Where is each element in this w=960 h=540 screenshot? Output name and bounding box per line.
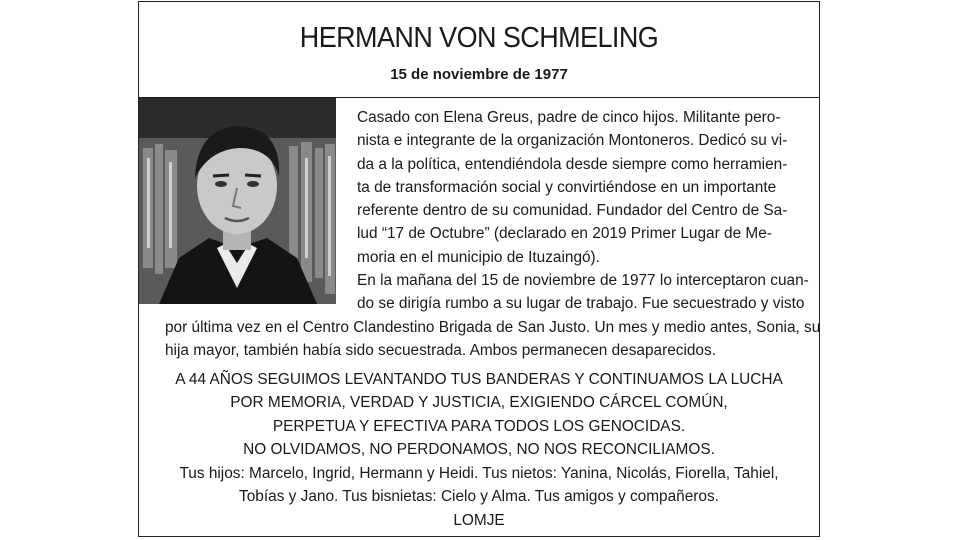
signoff-signature: LOMJE	[453, 511, 505, 529]
memorial-slogan	[139, 368, 819, 461]
bio-line: Casado con Elena Greus, padre de cinco hijos. Militante pero-	[357, 109, 781, 126]
bio-line: En la mañana del 15 de noviembre de 1977 lo interceptaron cuan-	[357, 272, 809, 290]
bio-line: lud “17 de Octubre” (declarado en 2019 Primer Lugar de Me-	[357, 225, 772, 243]
biography-continued	[165, 316, 821, 363]
signoff-line: Tus hijos: Marcelo, Ingrid, Hermann y Heidi. Tus nietos: Yanina, Nicolás, Fiorella, Tahiel,	[179, 465, 779, 482]
bio-line: hija mayor, también había sido secuestrada. Ambos permanecen desaparecidos.	[165, 342, 716, 360]
family-signoff	[139, 462, 819, 532]
signoff-line: Tobías y Jano. Tus bisnietas: Cielo y Alma. Tus amigos y compañeros.	[239, 488, 719, 506]
bio-line: por última vez en el Centro Clandestino Brigada de San Justo. Un mes y medio antes, Sonia, su	[165, 319, 821, 336]
notice-header	[139, 2, 819, 98]
disappearance-date: 15 de noviembre de 1977	[390, 66, 568, 83]
slogan-line: A 44 AÑOS SEGUIMOS LEVANTANDO TUS BANDERAS Y CONTINUAMOS LA LUCHA	[175, 371, 783, 388]
biography-text	[357, 106, 809, 316]
portrait-image	[139, 98, 336, 304]
person-name: HERMANN VON SCHMELING	[299, 22, 659, 54]
bio-line: nista e integrante de la organización Montoneros. Dedicó su vi-	[357, 132, 788, 150]
bio-line: da a la política, entendiéndola desde siempre como herramien-	[357, 155, 788, 173]
slogan-line: POR MEMORIA, VERDAD Y JUSTICIA, EXIGIENDO CÁRCEL COMÚN,	[230, 394, 728, 412]
slogan-line: PERPETUA Y EFECTIVA PARA TODOS LOS GENOCIDAS.	[272, 417, 686, 435]
portrait-photo	[139, 98, 336, 304]
slogan-line: NO OLVIDAMOS, NO PERDONAMOS, NO NOS RECONCILIAMOS.	[243, 440, 715, 458]
obituary-notice	[138, 1, 820, 537]
bio-line: ta de transformación social y convirtiéndose en un importante	[357, 178, 777, 196]
bio-line: do se dirigía rumbo a su lugar de trabajo. Fue secuestrado y visto	[357, 295, 805, 313]
bio-line: moria en el municipio de Ituzaingó).	[357, 248, 600, 266]
bio-line: referente dentro de su comunidad. Fundador del Centro de Sa-	[357, 202, 788, 220]
